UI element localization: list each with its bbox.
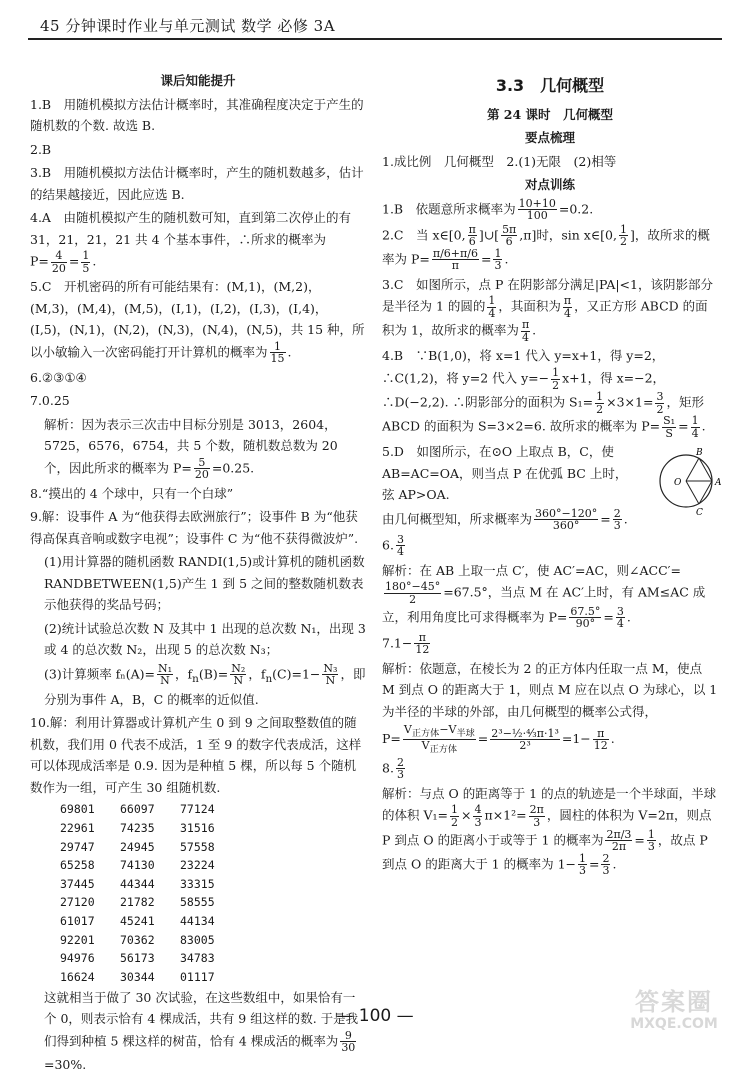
random-number-row (60, 949, 366, 968)
page-number: — 100 — (336, 1006, 414, 1026)
answer-1: 1.B 用随机模拟方法估计概率时，其准确程度决定于产生的随机数的个数. 故选 B. (30, 96, 364, 133)
drill-7: 7.1− $\frac{\pi}{12}$ (382, 630, 430, 657)
random-number-cell: 92201 (60, 932, 95, 947)
answer-9-step2: (2)统计试验总次数 N 及其中 1 出现的总次数 N₁，出现 3 或 4 的总次数 N₂，出现 5 的总次数 N₃； (44, 620, 366, 658)
random-number-cell: 01117 (180, 969, 215, 984)
random-number-cell: 44344 (120, 876, 155, 891)
drill-8: 8. $\frac{2}{3}$ (382, 755, 404, 782)
drill-5: 5.D 如图所示，在⊙O 上取点 B，C，使 AB=AC=OA，则当点 P 在优弧 BC 上时，弦 AP>OA. (382, 444, 628, 503)
random-number-row (60, 875, 366, 894)
random-number-cell: 34783 (180, 951, 215, 966)
random-number-cell: 74235 (120, 820, 155, 835)
answer-9-step3: (3)计算频率 fₙ(A)= $\frac{\text{N₁}}{N}$ ，$f_n(B)=$ $\frac{\text{N₂}}{N}$ ，$f_n(C)=1-$ $\frac{\text{N₃}}{N}$ ，即分别为事件 A，B，C 的概率的近似值. (44, 661, 366, 707)
drill-2: 2.C 当 x∈[0, $\frac{\pi}{6}$ ]∪[ $\frac{5\pi}{6}$ ,π]时，sin x∈[0, $\frac{1}{2}$ ]，故所求的概率为 P= $\frac{\pi/6+\pi/6}{\pi}$ = $\frac{1}{3}$ . (382, 222, 710, 273)
random-number-cell: 22961 (60, 820, 95, 835)
random-number-cell: 29747 (60, 839, 95, 854)
header-title: 45 分钟课时作业与单元测试 数学 必修 3A (40, 17, 336, 35)
answer-7-explain: 解析：因为表示三次击中目标分别是 3013，2604，5725，6576，6754，共 5 个数，随机数总数为 20 个，因此所求的概率为 P= $\frac{5}{20}$ =0.25. (44, 416, 338, 482)
random-number-cell: 74130 (120, 858, 155, 873)
section-title: 课后知能提升 (160, 73, 236, 88)
watermark-logo: 答案圈 MXQE.COM (630, 988, 718, 1032)
random-number-cell: 31516 (180, 820, 215, 835)
random-number-table (30, 800, 366, 986)
drill-7-formula: P= $\frac{V_{正方体}-V_{半球}}{V_{正方体}}$ = $\frac{\text{2³−½·⁴⁄₃π·1³}}{\text{2³}}$ =1− $\frac{\pi}{12}$ . (382, 723, 615, 756)
drill-6-explain: 解析：在 AB 上取一点 C′，使 AC′=AC，则∠ACC′= $\frac{180^\circ-45^\circ}{2}$ =67.5°，当点 M 在 AC′上时，有 AM≤AC 成立，利用角度比可求得概率为 P= $\frac{67.5^\circ}{90^\circ}$ = $\frac{3}{4}$ . (382, 562, 706, 631)
answer-2: 2.B (30, 141, 52, 157)
page-header (28, 12, 722, 40)
random-number-row (60, 893, 366, 912)
random-number-cell: 58555 (180, 895, 215, 910)
lesson-title: 第 24 课时 几何概型 (486, 106, 614, 122)
chapter-title: 3.3 几何概型 (495, 76, 605, 95)
label-c: C (696, 508, 703, 518)
random-number-row (60, 912, 366, 931)
random-number-cell: 66097 (120, 802, 155, 817)
answer-7: 7.0.25 (30, 393, 70, 409)
answer-4: 4.A 由随机模拟产生的随机数可知，直到第二次停止的有 31，21，21，21 共 4 个基本事件，∴所求的概率为 P= $\frac{4}{20}$ = $\frac{1}{5}$ . (30, 210, 351, 275)
random-number-cell: 37445 (60, 876, 95, 891)
random-number-cell: 69801 (60, 802, 95, 817)
right-column (382, 70, 722, 879)
answer-9-step1: (1)用计算器的随机函数 RANDI(1,5)或计算机的随机函数 RANDBETWEEN(1,5)产生 1 到 5 之间的整数随机数表示他获得的奖品号码； (44, 554, 365, 613)
answer-6: 6.②③①④ (30, 369, 87, 385)
drill-3: 3.C 如图所示，点 P 在阴影部分满足|PA|<1，该阴影部分是半径为 1 的圆的 $\frac{1}{4}$ ，其面积为 $\frac{\pi}{4}$ ，又正方形 ABCD 的面积为 1，故所求的概率为 $\frac{\pi}{4}$ . (382, 276, 713, 344)
key-points-heading: 要点梳理 (524, 130, 575, 146)
drill-8-explain: 解析：与点 O 的距离等于 1 的点的轨迹是一个半球面，半球的体积 V₁= $\frac{1}{2}$ × $\frac{4}{3}$ π×1²= $\frac{2\pi}{3}$ ，圆柱的体积为 V=2π，则点 P 到点 O 的距离小于或等于 1 的概率为 $\frac{2\pi/3}{2\pi}$ = $\frac{1}{3}$ ，故点 P 到点 O 的距离大于 1 的概率为 1− $\frac{1}{3}$ = $\frac{2}{3}$ . (382, 785, 717, 878)
random-number-cell: 65258 (60, 858, 95, 873)
random-number-row (60, 800, 366, 819)
drill-heading: 对点训练 (524, 177, 575, 193)
drill-5-block (382, 441, 722, 518)
answer-10-conclusion: 这就相当于做了 30 次试验，在这些数组中，如果恰有一个 0，则表示恰有 4 棵成活，共有 9 组这样的数. 于是我们得到种植 5 棵这样的树苗，恰有 4 棵成活的概率为 $\frac{9}{30}$ =30%. (44, 989, 359, 1072)
label-b: B (696, 448, 703, 459)
random-number-cell: 45241 (120, 914, 155, 928)
random-number-cell: 77124 (180, 802, 215, 817)
answer-10: 10.解：利用计算器或计算机产生 0 到 9 之间取整数值的随机数，我们用 0 代表不成活，1 至 9 的数字代表成活，这样可以体现成活率是 0.9. 因为是种植 5 棵，所以每 5 个随机数作为一组，可产生 30 组随机数. (30, 715, 362, 795)
random-number-cell: 44134 (180, 914, 215, 928)
drill-6: 6. $\frac{3}{4}$ (382, 532, 404, 559)
random-number-cell: 56173 (120, 951, 155, 966)
label-a: A (715, 478, 722, 489)
left-column (30, 70, 366, 1077)
random-number-cell: 27120 (60, 895, 95, 910)
drill-1: 1.B 依题意所求概率为 $\frac{10+10}{100}$ =0.2. (382, 196, 594, 223)
random-number-cell: 61017 (60, 914, 95, 928)
drill-7-explain: 解析：依题意，在棱长为 2 的正方体内任取一点 M，使点 M 到点 O 的距离大于 1，则点 M 应在以点 O 为球心，以 1 为半径的半球的外部，由几何概型的概率公式得， (382, 660, 718, 719)
answer-9: 9.解：设事件 A 为“他获得去欧洲旅行”；设事件 B 为“他获得高保真音响或数字电视”；设事件 C 为“他不获得微波炉”. (30, 509, 359, 546)
random-number-row (60, 931, 366, 950)
random-number-cell: 94976 (60, 951, 95, 966)
drill-4: 4.B ∵B(1,0)，将 x=1 代入 y=x+1，得 y=2，∴C(1,2)，将 y=2 代入 y=− $\frac{1}{2}$ x+1，得 x=−2，∴D(−2,2). ∴阴影部分的面积为 S₁= $\frac{1}{2}$ ×3×1= $\frac{3}{2}$ ，矩形 ABCD 的面积为 S=3×2=6. 故所求的概率为 P= $\frac{\text{S₁}}{S}$ = $\frac{1}{4}$ . (382, 348, 706, 440)
answer-8: 8.“摸出的 4 个球中，只有一个白球” (30, 485, 234, 501)
random-number-cell: 57558 (180, 839, 215, 854)
key-points: 1.成比例 几何概型 2.(1)无限 (2)相等 (382, 153, 617, 169)
random-number-row (60, 819, 366, 838)
answer-5: 5.C 开机密码的所有可能结果有：(M,1)，(M,2)，(M,3)，(M,4)，(M,5)，(I,1)，(I,2)，(I,3)，(I,4)，(I,5)，(N,1)，(N,2)，(N,3)，(N,4)，(N,5)，共 15 种，所以小敏输入一次密码能打开计算机的概率为 $\frac{1}{15}$ . (30, 279, 365, 366)
random-number-cell: 30344 (120, 969, 155, 984)
label-o: O (674, 478, 682, 489)
random-number-cell: 16624 (60, 969, 95, 984)
random-number-row (60, 856, 366, 875)
random-number-row (60, 838, 366, 857)
random-number-row (60, 968, 366, 987)
drill-5-answer: 由几何概型知，所求概率为 $\frac{360^\circ-120^\circ}{360^\circ}$ = $\frac{2}{3}$ . (382, 506, 628, 533)
random-number-cell: 33315 (180, 876, 215, 891)
random-number-cell: 24945 (120, 839, 155, 854)
random-number-cell: 70362 (120, 932, 155, 947)
random-number-cell: 83005 (180, 932, 215, 947)
random-number-cell: 21782 (120, 895, 155, 910)
circle-diagram (652, 445, 724, 517)
answer-3: 3.B 用随机模拟方法估计概率时，产生的随机数越多，估计的结果越接近，因此应选 B. (30, 165, 364, 202)
random-number-cell: 23224 (180, 858, 215, 873)
